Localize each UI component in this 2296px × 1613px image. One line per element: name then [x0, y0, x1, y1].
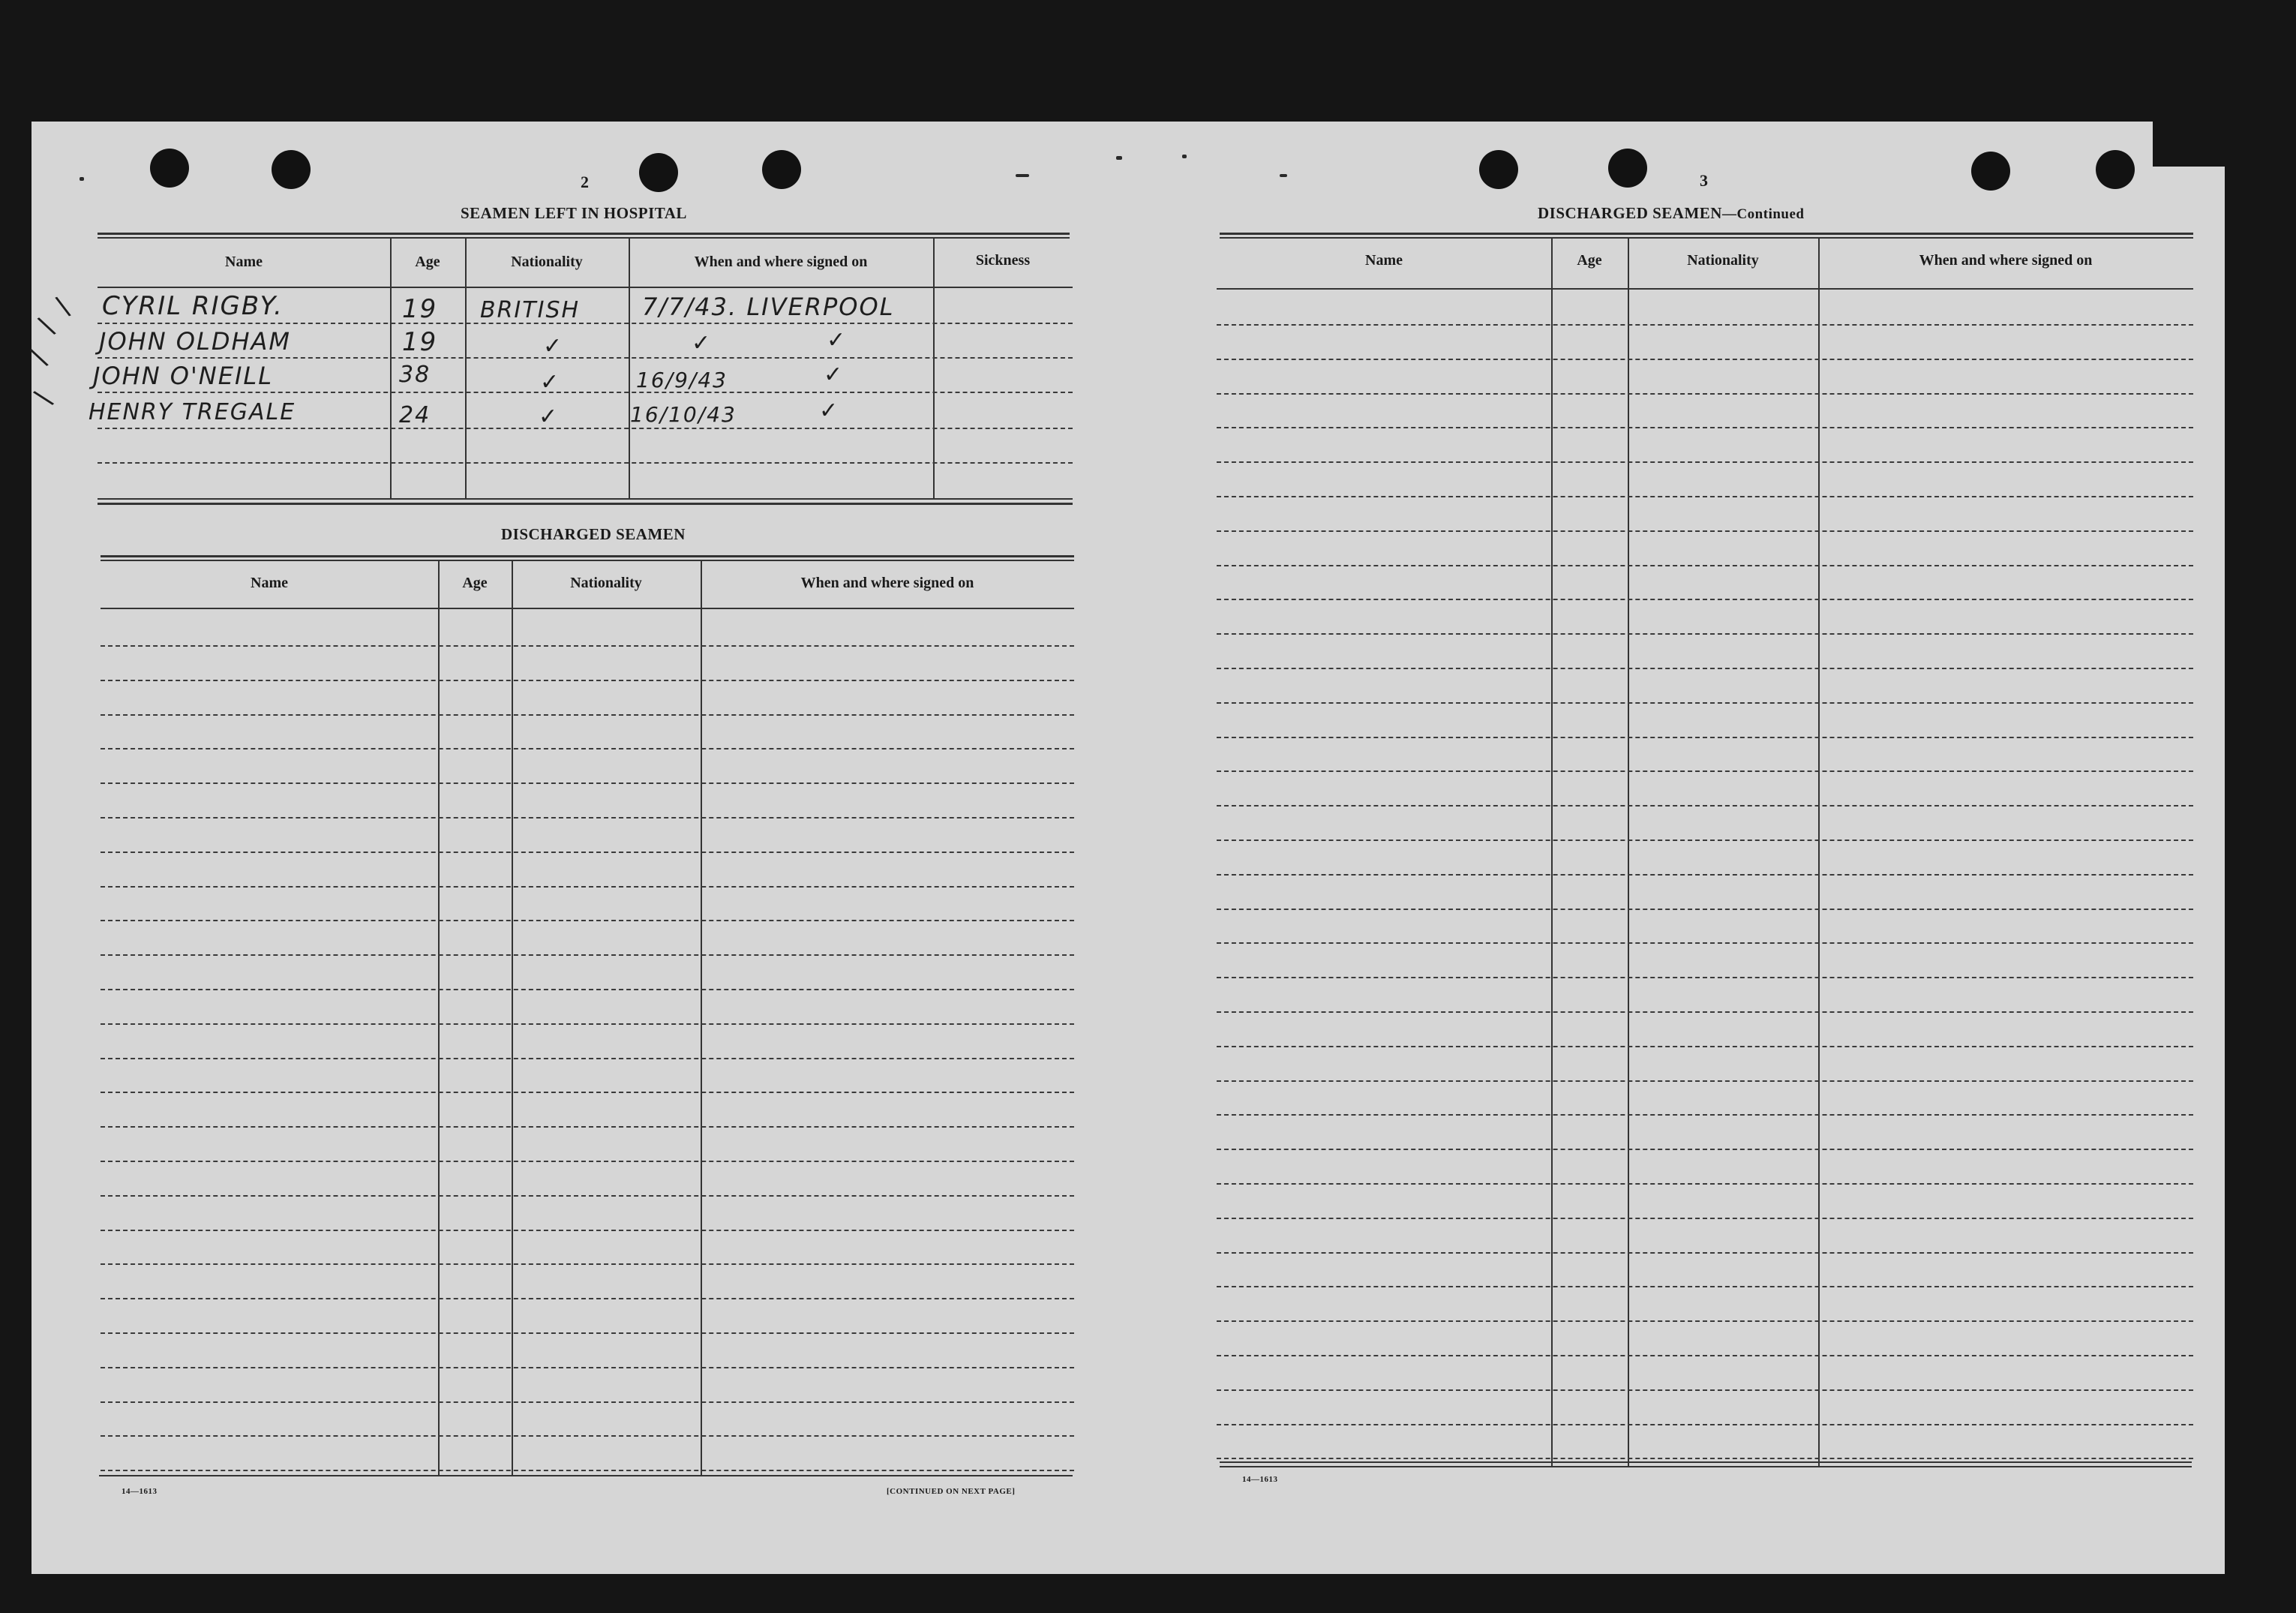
table-rule — [99, 1475, 1073, 1476]
page-number-left: 2 — [581, 173, 589, 191]
table-rule — [101, 555, 1074, 557]
column-header-age: Age — [462, 575, 488, 591]
entry-signed-on: 16/10/43 — [630, 402, 737, 427]
column-divider — [512, 561, 513, 1475]
column-divider — [933, 239, 935, 500]
row-line — [98, 392, 1073, 393]
table-rule — [101, 560, 1074, 561]
row-line — [1217, 1320, 2193, 1322]
row-line — [1217, 668, 2193, 669]
paper-speck — [80, 177, 84, 181]
row-line — [101, 645, 1074, 647]
column-header-name: Name — [225, 254, 263, 270]
ditto-mark: ✓ — [539, 404, 558, 430]
row-line — [1217, 427, 2193, 428]
column-header-nationality: Nationality — [570, 575, 642, 591]
row-line — [1217, 770, 2193, 772]
entry-nationality: BRITISH — [480, 297, 581, 323]
check-mark: \ — [27, 341, 51, 374]
entry-age: 24 — [399, 402, 431, 428]
column-divider — [465, 239, 467, 500]
row-line — [101, 886, 1074, 888]
row-line — [1217, 1218, 2193, 1219]
ditto-mark: ✓ — [543, 333, 563, 359]
row-line — [1217, 1011, 2193, 1013]
column-header-signed-on: When and where signed on — [1919, 252, 2093, 269]
ditto-mark: ✓ — [540, 369, 560, 395]
row-line — [1217, 1355, 2193, 1356]
row-line — [101, 852, 1074, 853]
ditto-mark: ✓ — [692, 330, 711, 356]
paper-speck — [1116, 156, 1122, 160]
row-line — [101, 1092, 1074, 1093]
row-line — [1217, 565, 2193, 566]
row-line — [1217, 805, 2193, 806]
row-line — [1217, 1424, 2193, 1425]
row-line — [101, 1332, 1074, 1334]
entry-age: 19 — [402, 327, 438, 357]
table-rule — [1220, 233, 2193, 235]
punch-hole — [639, 153, 678, 192]
column-header-signed-on: When and where signed on — [800, 575, 974, 591]
entry-name: CYRIL RIGBY. — [102, 291, 284, 321]
discharged-table-title: DISCHARGED SEAMEN — [501, 525, 686, 543]
column-divider — [1628, 239, 1629, 1466]
check-mark: \ — [30, 383, 57, 413]
table-rule — [98, 237, 1070, 239]
row-line — [101, 748, 1074, 749]
row-line — [1217, 324, 2193, 326]
column-divider — [1818, 239, 1820, 1466]
row-line — [1217, 1149, 2193, 1150]
right-table-title-main: DISCHARGED SEAMEN — [1538, 204, 1722, 222]
row-line — [98, 323, 1073, 324]
column-divider — [390, 239, 392, 500]
row-line — [1217, 1046, 2193, 1047]
paper-speck — [1016, 174, 1029, 177]
row-line — [1217, 1183, 2193, 1185]
table-rule — [98, 498, 1073, 500]
form-number-right: 14—1613 — [1242, 1475, 1278, 1484]
form-number-left: 14—1613 — [122, 1487, 158, 1496]
row-line — [101, 1298, 1074, 1299]
row-line — [101, 817, 1074, 819]
paper-speck — [1280, 174, 1287, 177]
column-header-age: Age — [415, 254, 440, 270]
table-rule — [98, 287, 1073, 288]
punch-hole — [762, 150, 801, 189]
column-header-nationality: Nationality — [511, 254, 583, 270]
punch-hole — [1971, 152, 2010, 191]
row-line — [101, 1230, 1074, 1231]
row-line — [101, 954, 1074, 956]
entry-name: HENRY TREGALE — [89, 399, 296, 425]
row-line — [1217, 942, 2193, 944]
row-line — [101, 1023, 1074, 1025]
row-line — [101, 714, 1074, 716]
right-table-title — [1538, 204, 1804, 223]
column-header-name: Name — [1365, 252, 1403, 269]
table-rule — [1217, 288, 2193, 290]
row-line — [1217, 530, 2193, 532]
entry-age: 38 — [399, 362, 431, 388]
row-line — [1217, 496, 2193, 497]
column-header-name: Name — [251, 575, 288, 591]
punch-hole — [1479, 150, 1518, 189]
row-line — [101, 1470, 1074, 1471]
row-line — [1217, 909, 2193, 910]
row-line — [1217, 1080, 2193, 1082]
column-divider — [701, 561, 702, 1475]
paper-speck — [1182, 155, 1187, 158]
ditto-mark: ✓ — [819, 398, 839, 424]
check-mark: \ — [53, 290, 73, 323]
punch-hole — [272, 150, 311, 189]
row-line — [1217, 1389, 2193, 1391]
row-line — [98, 357, 1073, 359]
page-number-right: 3 — [1700, 171, 1708, 190]
row-line — [98, 462, 1073, 464]
column-header-age: Age — [1577, 252, 1602, 269]
row-line — [1217, 393, 2193, 395]
row-line — [1217, 874, 2193, 876]
row-line — [1217, 1114, 2193, 1116]
table-rule — [101, 608, 1074, 609]
punch-hole — [1608, 149, 1647, 188]
row-line — [1217, 599, 2193, 600]
row-line — [101, 1263, 1074, 1265]
row-line — [101, 920, 1074, 921]
column-divider — [629, 239, 630, 500]
row-line — [101, 989, 1074, 990]
entry-signed-on: 7/7/43. LIVERPOOL — [642, 293, 895, 321]
ditto-mark: ✓ — [824, 362, 843, 388]
row-line — [1217, 977, 2193, 978]
column-header-nationality: Nationality — [1687, 252, 1759, 269]
row-line — [101, 782, 1074, 784]
row-line — [1217, 840, 2193, 841]
right-table-title-suffix: —Continued — [1721, 206, 1805, 222]
punch-hole — [150, 149, 189, 188]
row-line — [101, 1161, 1074, 1162]
row-line — [101, 680, 1074, 681]
binder-tab — [2153, 122, 2225, 167]
row-line — [98, 428, 1073, 429]
continued-note: [CONTINUED ON NEXT PAGE] — [887, 1487, 1016, 1496]
row-line — [101, 1435, 1074, 1437]
row-line — [1217, 1286, 2193, 1287]
entry-signed-on: 16/9/43 — [636, 368, 728, 392]
column-header-signed-on: When and where signed on — [694, 254, 868, 270]
table-rule — [98, 233, 1070, 235]
row-line — [1217, 633, 2193, 635]
row-line — [1217, 461, 2193, 463]
row-line — [101, 1367, 1074, 1368]
entry-name: JOHN O'NEILL — [93, 362, 274, 390]
row-line — [1217, 737, 2193, 738]
table-rule — [1220, 237, 2193, 239]
column-divider — [438, 561, 440, 1475]
row-line — [1217, 1458, 2193, 1459]
row-line — [1217, 1252, 2193, 1254]
row-line — [101, 1401, 1074, 1403]
row-line — [1217, 359, 2193, 360]
row-line — [101, 1058, 1074, 1059]
entry-age: 19 — [402, 294, 438, 324]
table-rule — [98, 503, 1073, 505]
column-header-sickness: Sickness — [975, 252, 1031, 269]
hospital-table-title: SEAMEN LEFT IN HOSPITAL — [461, 204, 687, 222]
row-line — [101, 1126, 1074, 1128]
punch-hole — [2096, 150, 2135, 189]
row-line — [1217, 702, 2193, 704]
table-rule — [1220, 1461, 2192, 1463]
ditto-mark: ✓ — [827, 327, 846, 353]
table-rule — [1220, 1466, 2192, 1467]
column-divider — [1551, 239, 1553, 1466]
row-line — [101, 1195, 1074, 1197]
entry-name: JOHN OLDHAM — [99, 327, 292, 356]
check-mark: \ — [35, 310, 59, 342]
